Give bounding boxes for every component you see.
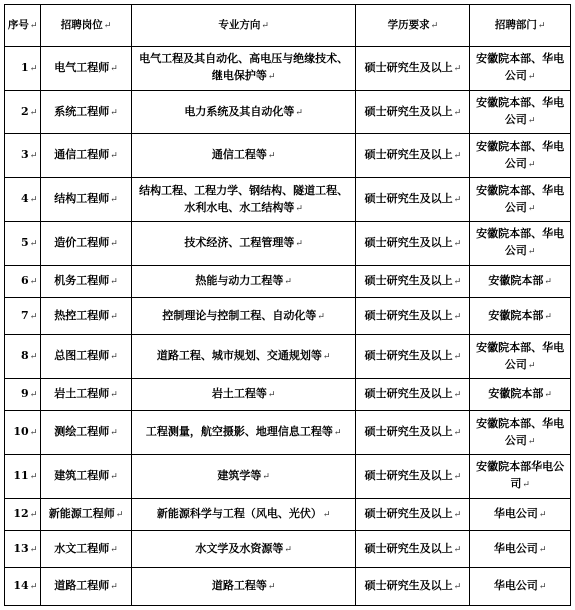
row-number-cell-text: 7: [21, 308, 29, 322]
major-cell: [131, 335, 356, 379]
row-number-cell: [5, 265, 41, 297]
row-number-cell-text: 3: [21, 148, 29, 162]
major-cell-text: 技术经济、工程管理等: [184, 235, 295, 249]
department-cell-text: 安徽院本部、华电公司: [476, 96, 565, 127]
paragraph-mark-icon: ↵: [284, 276, 292, 287]
education-cell: [356, 379, 470, 411]
paragraph-mark-icon: ↵: [110, 276, 118, 287]
major-cell-text: 通信工程等: [211, 148, 267, 162]
paragraph-mark-icon: ↵: [453, 582, 462, 593]
paragraph-mark-icon: ↵: [453, 471, 462, 482]
row-number-cell-text: 12: [13, 506, 29, 520]
education-cell: [356, 47, 470, 91]
major-cell-text: 新能源科学与工程（风电、光伏）: [156, 506, 322, 520]
paragraph-mark-icon: ↵: [295, 238, 303, 249]
row-number-cell-text: 10: [13, 425, 29, 439]
header-cell: 专业方向↵: [131, 5, 356, 47]
education-cell: [356, 411, 470, 455]
major-cell: [131, 297, 356, 334]
major-cell-text: 水文学及水资源等: [195, 541, 284, 555]
row-number-cell-text: 11: [13, 468, 29, 482]
table-row: [5, 411, 571, 455]
table-row: [5, 47, 571, 91]
paragraph-mark-icon: ↵: [453, 107, 462, 118]
row-number-cell: [5, 411, 41, 455]
department-cell-text: 安徽院本部、华电公司: [476, 139, 565, 170]
table-row: [5, 498, 571, 530]
paragraph-mark-icon: ↵: [538, 544, 547, 555]
education-cell-text: 硕士研究生及以上: [364, 387, 453, 401]
education-cell-text: 硕士研究生及以上: [364, 541, 453, 555]
table-row: [5, 90, 571, 134]
paragraph-mark-icon: ↵: [29, 352, 38, 363]
education-cell-text: 硕士研究生及以上: [364, 60, 453, 74]
education-cell-text: 硕士研究生及以上: [364, 425, 453, 439]
major-cell: [131, 455, 356, 499]
department-cell: [470, 531, 571, 568]
position-cell-text: 系统工程师: [54, 104, 110, 118]
major-cell: [131, 411, 356, 455]
row-number-cell-text: 5: [21, 235, 29, 249]
major-cell-text: 道路工程等: [211, 579, 267, 593]
department-cell-text: 华电公司: [493, 579, 538, 593]
row-number-cell: [5, 335, 41, 379]
education-cell-text: 硕士研究生及以上: [364, 104, 453, 118]
paragraph-mark-icon: ↵: [262, 471, 270, 482]
major-cell-text: 结构工程、工程力学、钢结构、隧道工程、水利水电、水工结构等: [139, 183, 349, 214]
paragraph-mark-icon: ↵: [29, 276, 38, 287]
paragraph-mark-icon: ↵: [284, 544, 292, 555]
table-row: [5, 221, 571, 265]
position-cell: [41, 455, 132, 499]
paragraph-mark-icon: ↵: [29, 195, 38, 206]
position-cell-text: 热控工程师: [54, 308, 110, 322]
education-cell: [356, 178, 470, 222]
header-row: [5, 5, 571, 47]
department-cell-text: 安徽院本部华电公司: [476, 460, 565, 491]
row-number-cell: [5, 455, 41, 499]
education-cell: [356, 531, 470, 568]
paragraph-mark-icon: ↵: [453, 428, 462, 439]
department-cell-text: 安徽院本部、华电公司: [476, 227, 565, 258]
table-row: [5, 297, 571, 334]
department-cell: [470, 221, 571, 265]
paragraph-mark-icon: ↵: [527, 159, 536, 170]
paragraph-mark-icon: ↵: [295, 107, 303, 118]
major-cell: [131, 47, 356, 91]
row-number-cell-text: 9: [21, 387, 29, 401]
major-cell-text: 建筑学等: [217, 468, 262, 482]
paragraph-mark-icon: ↵: [453, 195, 462, 206]
paragraph-mark-icon: ↵: [527, 436, 536, 447]
row-number-cell-text: 8: [21, 349, 29, 363]
position-cell: [41, 265, 132, 297]
row-number-cell: [5, 379, 41, 411]
department-cell: [470, 335, 571, 379]
department-cell: [470, 178, 571, 222]
position-cell: [41, 498, 132, 530]
paragraph-mark-icon: ↵: [267, 151, 276, 162]
paragraph-mark-icon: ↵: [29, 428, 38, 439]
education-cell: [356, 498, 470, 530]
department-cell: [470, 134, 571, 178]
paragraph-mark-icon: ↵: [527, 203, 536, 214]
education-cell: [356, 265, 470, 297]
paragraph-mark-icon: ↵: [453, 276, 462, 287]
position-cell: [41, 134, 132, 178]
paragraph-mark-icon: ↵: [453, 544, 462, 555]
paragraph-mark-icon: ↵: [295, 203, 303, 214]
row-number-cell: [5, 47, 41, 91]
row-number-cell-text: 14: [13, 579, 29, 593]
header-cell: 学历要求↵: [356, 5, 470, 47]
row-number-cell: [5, 134, 41, 178]
paragraph-mark-icon: ↵: [110, 544, 118, 555]
row-number-cell-text: 2: [21, 104, 29, 118]
major-cell-text: 道路工程、城市规划、交通规划等: [156, 349, 322, 363]
department-cell-text: 安徽院本部、华电公司: [476, 416, 565, 447]
paragraph-mark-icon: ↵: [453, 509, 462, 520]
education-cell: [356, 335, 470, 379]
table-row: [5, 568, 571, 606]
table-row: [5, 531, 571, 568]
row-number-cell: [5, 531, 41, 568]
major-cell: [131, 178, 356, 222]
table-row: [5, 134, 571, 178]
position-cell-text: 道路工程师: [54, 579, 110, 593]
paragraph-mark-icon: ↵: [453, 63, 462, 74]
paragraph-mark-icon: ↵: [527, 247, 536, 258]
paragraph-mark-icon: ↵: [538, 582, 547, 593]
paragraph-mark-icon: ↵: [110, 390, 118, 401]
paragraph-mark-icon: ↵: [110, 352, 118, 363]
paragraph-mark-icon: ↵: [29, 390, 38, 401]
position-cell-text: 电气工程师: [54, 60, 110, 74]
paragraph-mark-icon: ↵: [110, 238, 118, 249]
paragraph-mark-icon: ↵: [110, 107, 118, 118]
position-cell: [41, 90, 132, 134]
row-number-cell: [5, 178, 41, 222]
position-cell-text: 造价工程师: [54, 235, 110, 249]
paragraph-mark-icon: ↵: [29, 509, 38, 520]
table-row: [5, 379, 571, 411]
position-cell: [41, 379, 132, 411]
major-cell: [131, 531, 356, 568]
department-cell-text: 安徽院本部、华电公司: [476, 340, 565, 371]
table-row: [5, 455, 571, 499]
major-cell: [131, 568, 356, 606]
education-cell-text: 硕士研究生及以上: [364, 235, 453, 249]
department-cell: [470, 498, 571, 530]
education-cell: [356, 221, 470, 265]
paragraph-mark-icon: ↵: [29, 151, 38, 162]
paragraph-mark-icon: ↵: [267, 72, 276, 83]
department-cell: [470, 455, 571, 499]
department-cell: [470, 411, 571, 455]
row-number-cell: [5, 498, 41, 530]
paragraph-mark-icon: ↵: [110, 311, 118, 322]
paragraph-mark-icon: ↵: [110, 195, 118, 206]
position-cell-text: 机务工程师: [54, 273, 110, 287]
paragraph-mark-icon: ↵: [453, 151, 462, 162]
row-number-cell-text: 4: [21, 192, 29, 206]
major-cell-text: 电力系统及其自动化等: [184, 104, 295, 118]
table-row: [5, 178, 571, 222]
position-cell-text: 测绘工程师: [54, 425, 110, 439]
paragraph-mark-icon: ↵: [544, 311, 552, 322]
paragraph-mark-icon: ↵: [29, 544, 38, 555]
position-cell-text: 建筑工程师: [54, 468, 110, 482]
major-cell-text: 岩土工程等: [211, 387, 267, 401]
education-cell-text: 硕士研究生及以上: [364, 468, 453, 482]
paragraph-mark-icon: ↵: [317, 311, 325, 322]
education-cell-text: 硕士研究生及以上: [364, 349, 453, 363]
major-cell: [131, 90, 356, 134]
education-cell-text: 硕士研究生及以上: [364, 273, 453, 287]
paragraph-mark-icon: ↵: [29, 63, 38, 74]
major-cell-text: 热能与动力工程等: [195, 273, 284, 287]
paragraph-mark-icon: ↵: [29, 107, 38, 118]
paragraph-mark-icon: ↵: [110, 471, 118, 482]
position-cell-text: 新能源工程师: [48, 506, 115, 520]
department-cell-text: 华电公司: [493, 506, 538, 520]
paragraph-mark-icon: ↵: [29, 311, 38, 322]
department-cell-text: 安徽院本部: [488, 308, 544, 322]
department-cell-text: 安徽院本部: [488, 387, 544, 401]
table-row: [5, 335, 571, 379]
paragraph-mark-icon: ↵: [261, 20, 269, 31]
education-cell-text: 硕士研究生及以上: [364, 579, 453, 593]
position-cell: [41, 297, 132, 334]
department-cell: [470, 379, 571, 411]
position-cell: [41, 221, 132, 265]
row-number-cell-text: 6: [21, 273, 29, 287]
paragraph-mark-icon: ↵: [29, 20, 38, 31]
department-cell-text: 安徽院本部、华电公司: [476, 52, 565, 83]
paragraph-mark-icon: ↵: [333, 428, 342, 439]
row-number-cell: [5, 297, 41, 334]
education-cell: [356, 297, 470, 334]
department-cell-text: 安徽院本部、华电公司: [476, 183, 565, 214]
header-cell: 招聘岗位↵: [41, 5, 132, 47]
row-number-cell: [5, 221, 41, 265]
paragraph-mark-icon: ↵: [544, 276, 552, 287]
education-cell-text: 硕士研究生及以上: [364, 192, 453, 206]
paragraph-mark-icon: ↵: [527, 360, 536, 371]
paragraph-mark-icon: ↵: [267, 582, 276, 593]
paragraph-mark-icon: ↵: [537, 20, 546, 31]
header-cell: 招聘部门↵: [470, 5, 571, 47]
education-cell: [356, 568, 470, 606]
table-row: [5, 265, 571, 297]
paragraph-mark-icon: ↵: [110, 582, 118, 593]
paragraph-mark-icon: ↵: [522, 480, 530, 491]
position-cell: [41, 335, 132, 379]
major-cell: [131, 134, 356, 178]
position-cell: [41, 568, 132, 606]
paragraph-mark-icon: ↵: [103, 20, 112, 31]
department-cell: [470, 47, 571, 91]
department-cell: [470, 568, 571, 606]
paragraph-mark-icon: ↵: [430, 20, 439, 31]
education-cell: [356, 455, 470, 499]
paragraph-mark-icon: ↵: [267, 390, 276, 401]
major-cell-text: 工程测量，航空摄影、地理信息工程等: [145, 425, 333, 439]
paragraph-mark-icon: ↵: [538, 509, 547, 520]
paragraph-mark-icon: ↵: [527, 116, 536, 127]
education-cell: [356, 134, 470, 178]
row-number-cell: [5, 568, 41, 606]
paragraph-mark-icon: ↵: [322, 509, 331, 520]
paragraph-mark-icon: ↵: [453, 238, 462, 249]
paragraph-mark-icon: ↵: [544, 390, 552, 401]
position-cell: [41, 411, 132, 455]
major-cell: [131, 498, 356, 530]
education-cell-text: 硕士研究生及以上: [364, 506, 453, 520]
paragraph-mark-icon: ↵: [29, 471, 38, 482]
position-cell-text: 结构工程师: [54, 192, 110, 206]
major-cell-text: 控制理论与控制工程、自动化等: [162, 308, 317, 322]
position-cell-text: 岩土工程师: [54, 387, 110, 401]
paragraph-mark-icon: ↵: [29, 238, 38, 249]
education-cell: [356, 90, 470, 134]
paragraph-mark-icon: ↵: [322, 352, 331, 363]
department-cell-text: 华电公司: [493, 541, 538, 555]
department-cell: [470, 90, 571, 134]
position-cell-text: 通信工程师: [54, 148, 110, 162]
major-cell-text: 电气工程及其自动化、高电压与绝缘技术、继电保护等: [139, 52, 349, 83]
major-cell: [131, 221, 356, 265]
position-cell-text: 总图工程师: [54, 349, 110, 363]
paragraph-mark-icon: ↵: [115, 509, 124, 520]
table-body: [5, 47, 571, 606]
paragraph-mark-icon: ↵: [110, 151, 118, 162]
education-cell-text: 硕士研究生及以上: [364, 148, 453, 162]
paragraph-mark-icon: ↵: [453, 311, 462, 322]
header-cell: 序号↵: [5, 5, 41, 47]
row-number-cell-text: 13: [13, 541, 29, 555]
recruitment-table: [4, 4, 571, 606]
row-number-cell: [5, 90, 41, 134]
position-cell: [41, 47, 132, 91]
position-cell-text: 水文工程师: [54, 541, 110, 555]
paragraph-mark-icon: ↵: [527, 72, 536, 83]
paragraph-mark-icon: ↵: [110, 428, 118, 439]
department-cell: [470, 265, 571, 297]
paragraph-mark-icon: ↵: [29, 582, 38, 593]
position-cell: [41, 531, 132, 568]
paragraph-mark-icon: ↵: [453, 352, 462, 363]
major-cell: [131, 265, 356, 297]
row-number-cell-text: 1: [21, 60, 29, 74]
position-cell: [41, 178, 132, 222]
paragraph-mark-icon: ↵: [453, 390, 462, 401]
department-cell: [470, 297, 571, 334]
major-cell: [131, 379, 356, 411]
education-cell-text: 硕士研究生及以上: [364, 308, 453, 322]
paragraph-mark-icon: ↵: [110, 63, 118, 74]
department-cell-text: 安徽院本部: [488, 273, 544, 287]
